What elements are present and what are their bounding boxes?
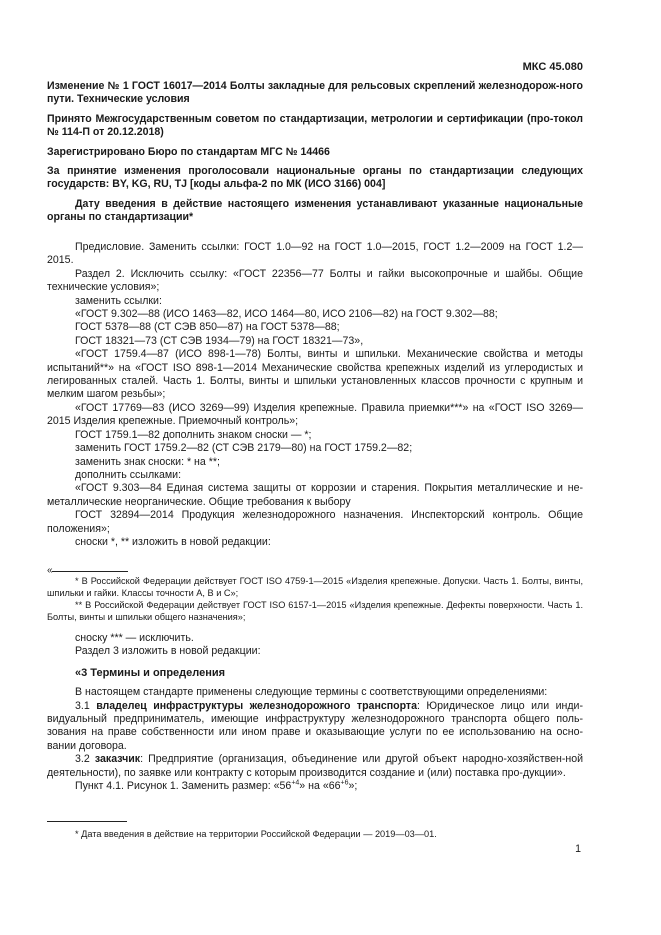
classification-code: МКС 45.080 [522, 61, 583, 73]
paragraph: Предисловие. Заменить ссылки: ГОСТ 1.0—92 на ГОСТ 1.0—2015, ГОСТ 1.2—2009 на ГОСТ 1.2—2015. [47, 241, 583, 267]
paragraph: В настоящем стандарте применены следующие термины с соответствующими определениями: [75, 686, 548, 699]
footnote-rule [47, 821, 127, 822]
paragraph [47, 780, 583, 793]
paragraph: «ГОСТ 17769—83 (ИСО 3269—99) Изделия крепежные. Правила приемки***» на «ГОСТ ISO 3269—2015 Изделия крепежные. Приемочный контроль»; [47, 401, 583, 428]
paragraph: сноску *** — исключить. [75, 632, 194, 644]
paragraph: Раздел 2. Исключить ссылку: «ГОСТ 22356—77 Болты и гайки высокопрочные и шайбы. Общие технические условия»; [47, 267, 583, 294]
paragraph: дополнить ссылками: [75, 468, 182, 481]
tolerance-new: +6 [340, 779, 349, 787]
change-body-continued [47, 632, 583, 793]
footnote: * В Российской Федерации действует ГОСТ ISO 4759-1—2015 «Изделия крепежные. Допуски. Часть 1. Болты, винты, шпильки и гайки. Классы точности А, В и С»; [47, 576, 583, 598]
paragraph: «ГОСТ 1759.4—87 (ИСО 898-1—78) Болты, винты и шпильки. Механические свойства и методы испытаний**» на «ГОСТ ISO 898-1—2014 Механические свойства крепежных изделий из углеродистых и легированных сталей. Часть 1. Болты, винты и шпильки установленных классов прочности с крупным и мелким шагом резьбы»; [47, 348, 583, 401]
dimension-text: Пункт 4.1. Рисунок 1. Заменить размер: «56 [75, 780, 292, 793]
term-number: 3.2 [75, 753, 95, 766]
footnote-bottom [47, 828, 583, 840]
change-body [47, 241, 583, 549]
paragraph: «ГОСТ 9.303—84 Единая система защиты от коррозии и старения. Покрытия металлические и не-металлические неорганические. Общие требования к выбору [47, 482, 583, 508]
footnote-rule [52, 571, 128, 572]
paragraph: Раздел 3 изложить в новой редакции: [75, 645, 261, 658]
dimension-text: » на «66 [299, 780, 341, 793]
dimension-text: »; [348, 780, 358, 793]
accepted-by: Принято Межгосударственным советом по стандартизации, метрологии и сертификации (про-токол № 114-П от 20.12.2018) [47, 112, 583, 139]
page-number: 1 [575, 843, 581, 855]
term-text: : Юридическое лицо или инди-видуальный предприниматель, имеющие инфраструктуру железнодорожного транспорта общего поль-зования на праве собственности или ином праве и оказывающие услуги по ее использованию на осно-вании договора. [47, 699, 583, 752]
paragraph: ГОСТ 5378—88 (СТ СЭВ 850—87) на ГОСТ 5378—88; [75, 321, 340, 334]
document-heading [47, 80, 583, 225]
quote-mark: « [47, 565, 53, 576]
paragraph: ГОСТ 18321—73 (СТ СЭВ 1934—79) на ГОСТ 18321—73», [75, 334, 364, 347]
term-name: заказчик [94, 753, 141, 766]
voted-by: За принятие изменения проголосовали национальные органы по стандартизации следующих государств: BY, KG, RU, TJ [коды альфа-2 по МК (ИСО 3166) 004] [47, 165, 583, 191]
term-definition [47, 753, 583, 780]
change-title: Изменение № 1 ГОСТ 16017—2014 Болты закладные для рельсовых скреплений железнодорож-ного пути. Технические условия [47, 80, 583, 106]
term-text: : Предприятие (организация, объединение или другой объект народно-хозяйствен-ной деятельности), по заявке или контракту с которым производится создание и (или) поставка про-дукции». [47, 753, 584, 779]
paragraph: заменить ГОСТ 1759.2—82 (СТ СЭВ 2179—80) на ГОСТ 1759.2—82; [75, 442, 413, 455]
term-definition [47, 700, 583, 754]
paragraph: ГОСТ 1759.1—82 дополнить знаком сноски — *; [75, 428, 312, 441]
paragraph: сноски *, ** изложить в новой редакции: [75, 535, 271, 548]
paragraph: заменить ссылки: [75, 294, 162, 307]
effective-date-note: Дату введения в действие настоящего изменения устанавливают указанные национальные органы по стандартизации* [47, 197, 583, 224]
paragraph: ГОСТ 32894—2014 Продукция железнодорожного назначения. Инспекторский контроль. Общие положения»; [47, 509, 583, 535]
paragraph: «ГОСТ 9.302—88 (ИСО 1463—82, ИСО 1464—80, ИСО 2106—82) на ГОСТ 9.302—88; [75, 308, 498, 321]
paragraph: заменить знак сноски: * на **; [75, 455, 220, 468]
registered: Зарегистрировано Бюро по стандартам МГС № 14466 [47, 145, 330, 158]
section-heading: «3 Термины и определения [75, 666, 226, 679]
term-number: 3.1 [75, 699, 97, 712]
new-footnotes [47, 575, 583, 623]
footnote: * Дата введения в действие на территории Российской Федерации — 2019—03—01. [75, 829, 437, 839]
term-name: владелец инфраструктуры железнодорожного транспорта [96, 699, 418, 712]
tolerance-old: +4 [291, 779, 300, 787]
footnote: ** В Российской Федерации действует ГОСТ ISO 6157-1—2015 «Изделия крепежные. Дефекты поверхности. Часть 1. Болты, винты и шпильки общего назначения»; [47, 600, 583, 622]
